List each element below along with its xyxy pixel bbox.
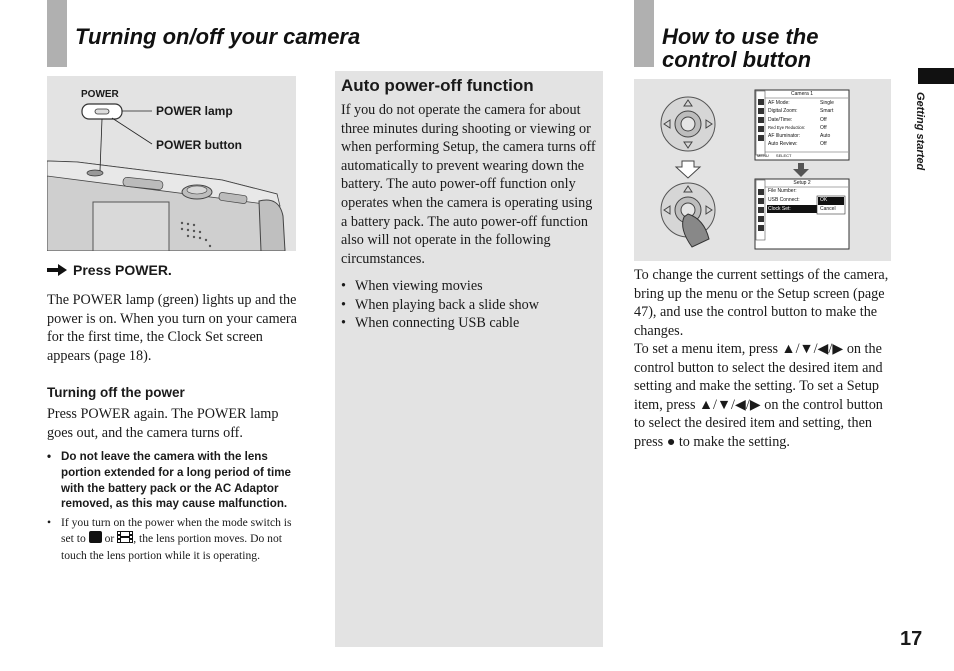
menu2-row: File Number: <box>768 188 797 194</box>
right-heading-bar <box>634 0 654 67</box>
page-number: 17 <box>900 628 923 650</box>
left-title: Turning on/off your camera <box>75 24 361 49</box>
movie-mode-icon <box>117 531 133 548</box>
step-text: The POWER lamp (green) lights up and the power is on. When you turn on your camera for the first time, the Clock Set screen appears (page 18). <box>47 292 297 364</box>
auto-power-off-text: If you do not operate the camera for about three minutes during shooting or viewing or when performing Setup, the camera turns off automatically to prevent wearing down the battery. The auto power-off function only operates when the camera is operating using a battery pack. The auto power-off function also will not operate in the following circumstances. <box>341 102 596 267</box>
right-title <box>662 25 818 71</box>
select-key-label: SELECT <box>775 153 792 158</box>
turning-off-heading: Turning off the power <box>47 385 185 400</box>
power-label: POWER <box>81 89 119 100</box>
side-tab-label: Getting started <box>914 92 926 171</box>
list-item: • When viewing movies <box>341 277 596 296</box>
warning-text: Do not leave the camera with the lens portion extended for a long period of time with the battery pack or the AC Adaptor removed, as this may cause malfunction. <box>61 450 291 511</box>
menu-row: Auto Review: Off <box>768 141 827 148</box>
control-button-text: To change the current settings of the camera, bring up the menu or the Setup screen (page 47), and use the control button to make the changes. <box>634 267 889 339</box>
menu2-option-ok: OK <box>820 197 828 203</box>
right-title-line1: How to use the <box>662 24 819 49</box>
power-lamp-label: POWER lamp <box>156 104 233 118</box>
step-instruction <box>47 262 172 278</box>
turning-off-text: Press POWER again. The POWER lamp goes out, and the camera turns off. <box>47 406 279 441</box>
step-label: Press POWER. <box>73 262 172 278</box>
menu2-row: USB Connect: <box>768 197 800 203</box>
power-button-label: POWER button <box>156 138 242 152</box>
menu-row: Date/Time: Off <box>768 116 827 123</box>
note-text-1: If you turn on the power when the mode switch is set to <box>61 516 292 545</box>
note-text-2: or <box>104 531 115 545</box>
camera-mode-icon <box>89 531 102 543</box>
list-item: • When connecting USB cable <box>341 314 596 333</box>
camera-illustration <box>47 76 296 251</box>
left-heading-bar <box>47 0 67 67</box>
right-title-line2: control button <box>662 47 812 72</box>
menu1-rows <box>768 100 848 150</box>
menu-row: AF Mode: Single <box>768 100 834 106</box>
control-button-illustration <box>634 79 891 261</box>
mode-switch-note <box>47 515 305 563</box>
arrow-right-icon <box>47 262 67 278</box>
auto-power-off-list <box>341 277 596 333</box>
menu1-title: Camera 1 <box>791 91 813 97</box>
note-text-3: , the lens portion moves. Do not touch the lens portion while it is operating. <box>61 531 282 562</box>
side-tab-marker <box>918 68 954 84</box>
control-button-text-2: To set a menu item, press ▲/▼/◀/▶ on the control button to select the desired item and setting and make the setting. To set a Setup item, press ▲/▼/◀/▶ on the control button to select the desired item and setting, then press ● to make the setting. <box>634 341 883 450</box>
menu2-row-selected: Clock Set: <box>768 206 791 212</box>
control-button-figure <box>634 79 891 261</box>
warning-note <box>47 449 305 512</box>
camera-figure <box>47 76 296 251</box>
notes-list <box>47 449 305 564</box>
menu-row: Digital Zoom: Smart <box>768 108 834 115</box>
menu1-footer <box>757 153 791 158</box>
menu2-option-cancel: Cancel <box>820 206 836 212</box>
menu2-title: Setup 2 <box>793 180 811 186</box>
auto-power-off-heading: Auto power-off function <box>341 76 534 95</box>
menu-key-label: MENU <box>757 153 769 158</box>
menu-row: Red Eye Reduction: Off <box>768 124 827 131</box>
list-item: • When playing back a slide show <box>341 296 596 315</box>
menu-row: AF Illuminator: Auto <box>768 133 831 140</box>
